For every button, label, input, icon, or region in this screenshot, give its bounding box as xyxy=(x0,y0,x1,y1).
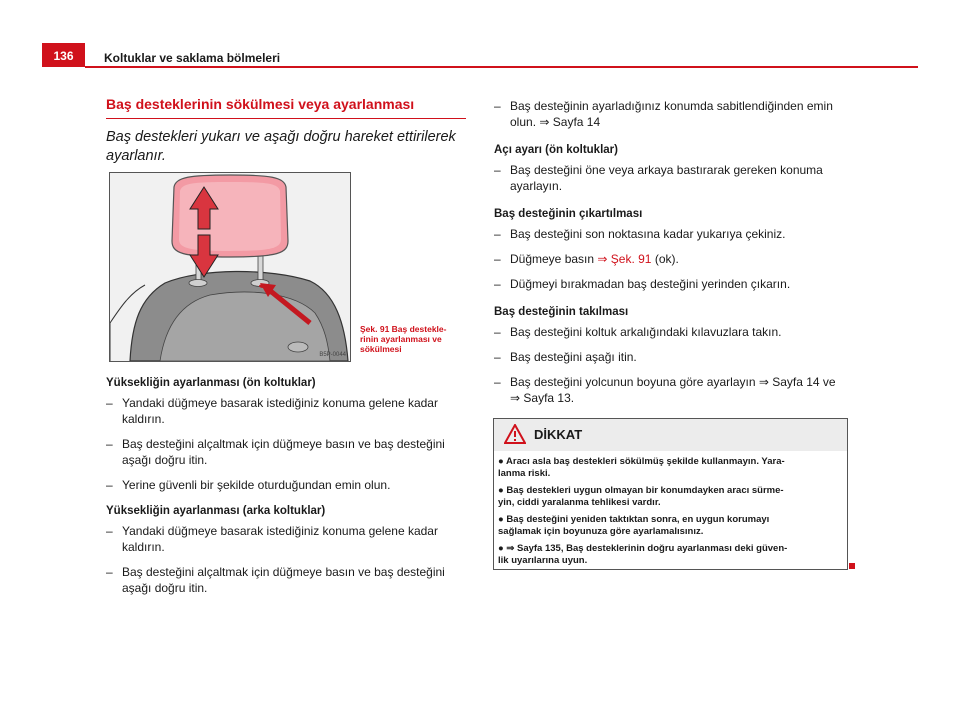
warning-line: lanma riski. xyxy=(498,468,551,479)
list-item-text: Yandaki düğmeye basarak istediğiniz konuma gelene kadar kaldırın. xyxy=(122,524,438,554)
chapter-title: Koltuklar ve saklama bölmeleri xyxy=(104,51,281,65)
list-item: – Baş desteğini alçaltmak için düğmeye basın ve baş desteğini aşağı doğru itin. xyxy=(106,437,445,467)
angle-adjust-title: Açı ayarı (ön koltuklar) xyxy=(494,144,618,156)
page-number: 136 xyxy=(42,43,85,67)
section-title: Baş desteklerinin sökülmesi veya ayarlanması xyxy=(106,96,466,119)
figure-code: B5P-0044 xyxy=(319,352,346,358)
list-item: – Düğmeyi bırakmadan baş desteğini yerinden çıkarın. xyxy=(494,277,791,291)
warning-box xyxy=(493,418,848,570)
list-item-text: Yandaki düğmeye basarak istediğiniz konuma gelene kadar kaldırın. xyxy=(122,396,438,426)
intro-text: Baş destekleri yukarı ve aşağı doğru hareket ettirilerek ayarlanır. xyxy=(106,129,456,164)
front-seats-title: Yüksekliğin ayarlanması (ön koltuklar) xyxy=(106,377,316,389)
warning-line: yin, ciddi yaralanma tehlikesi vardır. xyxy=(498,497,661,508)
list-item: – Yandaki düğmeye basarak istediğiniz konuma gelene kadar kaldırın. xyxy=(106,396,438,426)
list-item-text: Yerine güvenli bir şekilde oturduğundan emin olun. xyxy=(122,478,391,492)
headrest-illustration xyxy=(109,172,351,362)
list-item-text: Düğmeyi bırakmadan baş desteğini yerinden çıkarın. xyxy=(510,277,791,291)
warning-line: ● Baş destekleri uygun olmayan bir konumdayken aracı sürme- xyxy=(498,485,784,496)
warning-line: ● Baş desteğini yeniden taktıktan sonra, en uygun korumayı xyxy=(498,514,770,525)
warning-line: sağlamak için boyunuza göre ayarlamalısınız. xyxy=(498,526,704,537)
warning-line: ● ⇒ Sayfa 135, Baş desteklerinin doğru ayarlanması deki güven- xyxy=(498,543,788,554)
figure-caption-line: Şek. 91 Baş destekle- xyxy=(360,324,447,334)
list-item-text: Baş desteğini öne veya arkaya bastırarak gereken konuma ayarlayın. xyxy=(510,163,823,193)
warning-header xyxy=(494,419,847,451)
list-item: – Yandaki düğmeye basarak istediğiniz konuma gelene kadar kaldırın. xyxy=(106,524,438,554)
warning-body xyxy=(498,451,843,567)
warning-title: DİKKAT xyxy=(534,427,583,442)
list-item: – Baş desteğini yolcunun boyuna göre ayarlayın ⇒ Sayfa 14 ve ⇒ Sayfa 13. xyxy=(494,375,836,405)
list-item: – Baş desteğini öne veya arkaya bastırarak gereken konuma ayarlayın. xyxy=(494,163,823,193)
list-item-text: Baş desteğini koltuk arkalığındaki kılavuzlara takın. xyxy=(510,325,782,339)
rear-seats-title: Yüksekliğin ayarlanması (arka koltuklar) xyxy=(106,505,326,517)
list-item-text: Baş desteğini son noktasına kadar yukarıya çekiniz. xyxy=(510,227,786,241)
install-title: Baş desteğinin takılması xyxy=(494,306,629,318)
header-divider xyxy=(85,66,918,68)
figure-caption-line: sökülmesi xyxy=(360,344,402,354)
list-item-text: Baş desteğinin ayarladığınız konumda sabitlendiğinden emin olun. xyxy=(510,99,833,129)
figure-caption xyxy=(360,324,470,354)
list-item: – Baş desteğini son noktasına kadar yukarıya çekiniz. xyxy=(494,227,786,241)
right-column xyxy=(494,98,854,415)
left-column-instructions xyxy=(106,377,466,605)
page-reference[interactable]: ⇒ Sayfa 14 xyxy=(539,115,601,129)
left-column-top xyxy=(106,96,466,166)
warning-triangle-icon xyxy=(504,424,526,444)
remove-title: Baş desteğinin çıkartılması xyxy=(494,208,643,220)
list-item-text: Düğmeye basın xyxy=(510,252,595,266)
list-item: – Düğmeye basın ⇒ Şek. 91 (ok). xyxy=(494,252,679,266)
list-item: – Baş desteğini aşağı itin. xyxy=(494,350,637,364)
figure-91 xyxy=(109,172,469,362)
warning-line: ● Aracı asla baş destekleri sökülmüş şekilde kullanmayın. Yara- xyxy=(498,456,785,467)
figure-caption-line: rinin ayarlanması ve xyxy=(360,334,442,344)
page-header xyxy=(42,43,918,67)
list-item-text: Baş desteğini alçaltmak için düğmeye basın ve baş desteğini aşağı doğru itin. xyxy=(122,437,445,467)
list-item: – Baş desteğinin ayarladığınız konumda sabitlendiğinden emin olun. ⇒ Sayfa 14 xyxy=(494,99,833,129)
section-end-marker xyxy=(849,563,855,569)
list-item-text: Baş desteğini yolcunun boyuna göre ayarlayın ⇒ Sayfa 14 ve xyxy=(510,375,836,389)
list-item: – Baş desteğini koltuk arkalığındaki kılavuzlara takın. xyxy=(494,325,782,339)
warning-line: lik uyarılarına uyun. xyxy=(498,555,588,566)
list-item-text: (ok). xyxy=(654,252,679,266)
list-item-text: Baş desteğini alçaltmak için düğmeye basın ve baş desteğini aşağı doğru itin. xyxy=(122,565,445,595)
figure-reference-link[interactable]: ⇒ Şek. 91 xyxy=(597,252,652,266)
list-item: – Baş desteğini alçaltmak için düğmeye basın ve baş desteğini aşağı doğru itin. xyxy=(106,565,445,595)
page-reference[interactable]: ⇒ Sayfa 13. xyxy=(510,391,575,405)
list-item: – Yerine güvenli bir şekilde oturduğundan emin olun. xyxy=(106,478,391,492)
list-item-text: Baş desteğini aşağı itin. xyxy=(510,350,637,364)
